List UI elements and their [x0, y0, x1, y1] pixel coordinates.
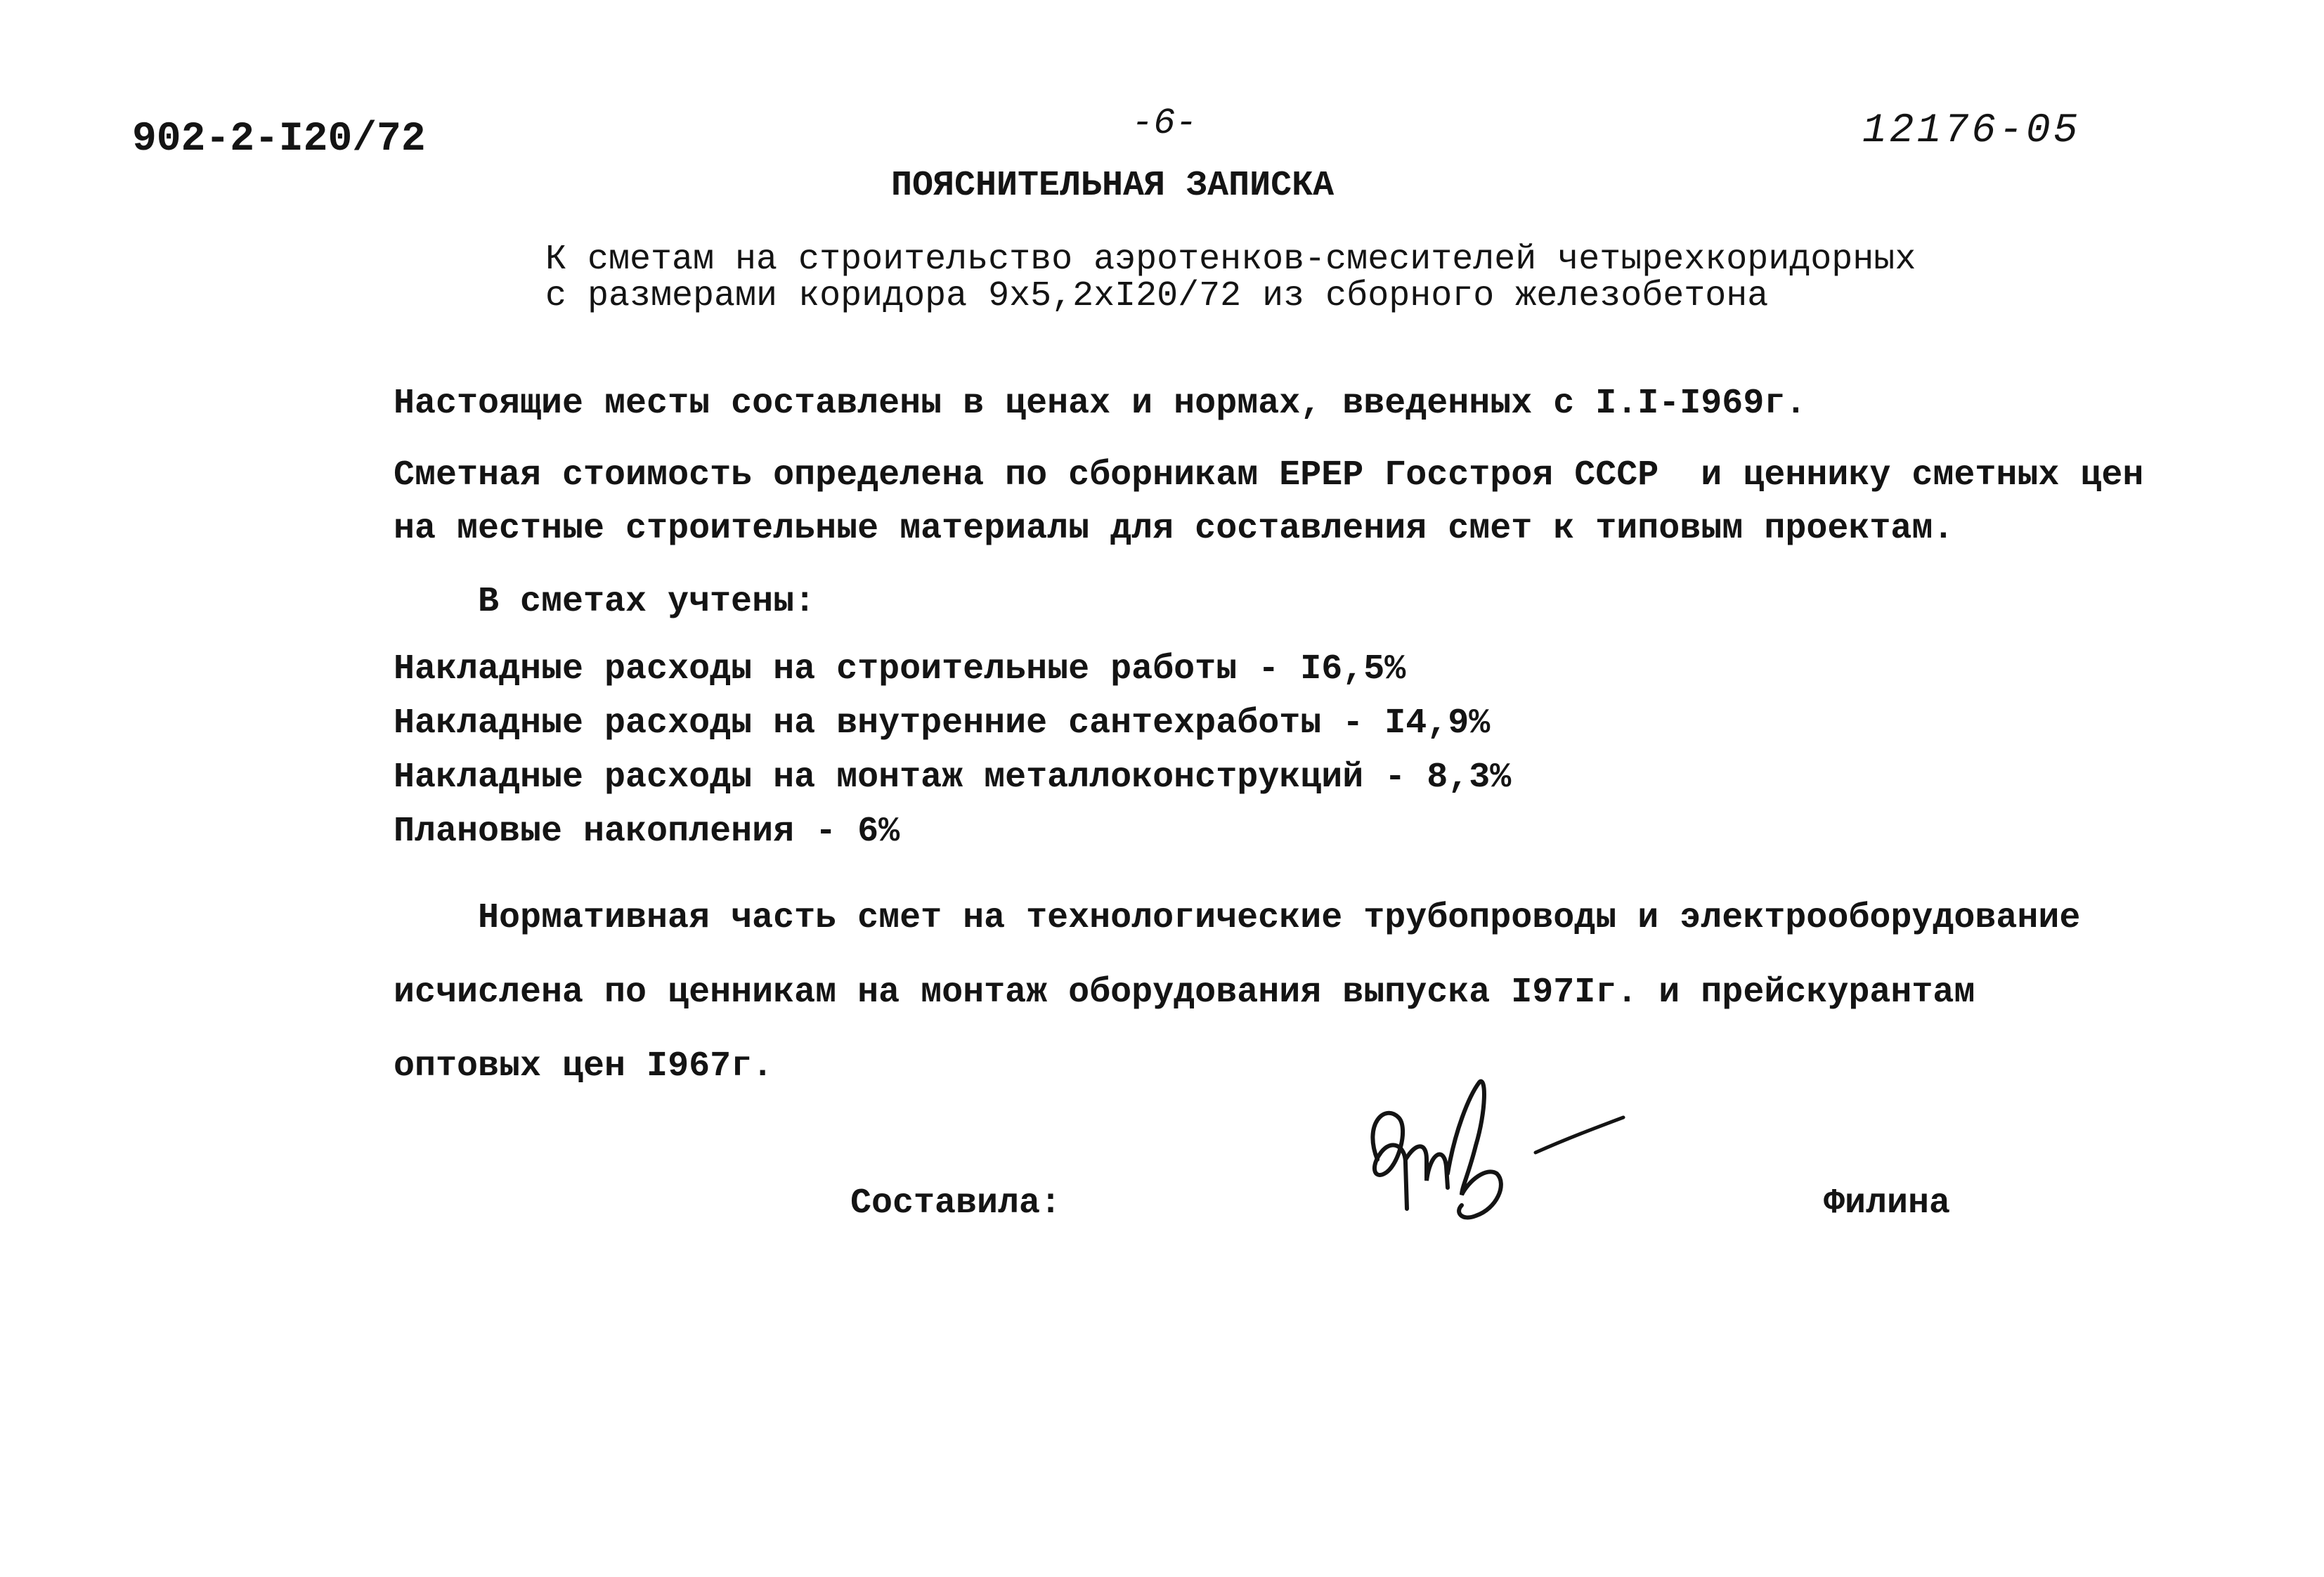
list-item-overhead-construction: Накладные расходы на строительные работы - I6,5% [394, 649, 1406, 689]
paragraph-normative-line-1: Нормативная часть смет на технологические трубопроводы и электрооборудование [478, 898, 2081, 938]
paragraph-cost-line-2: на местные строительные материалы для составления смет к типовым проектам. [394, 509, 1954, 549]
paragraph-normative-line-2: исчислена по ценникам на монтаж оборудования выпуска I97Iг. и прейскурантам [394, 973, 1975, 1013]
handwritten-number: 12176-05 [1862, 108, 2081, 154]
list-item-planned-savings: Плановые накопления - 6% [394, 812, 900, 852]
signer-name: Филина [1824, 1183, 1951, 1224]
list-item-overhead-plumbing: Накладные расходы на внутренние сантехработы - I4,9% [394, 703, 1491, 744]
handwritten-signature [1356, 1068, 1651, 1279]
paragraph-normative-line-3: оптовых цен I967г. [394, 1046, 774, 1086]
page-number: -6- [1131, 103, 1197, 144]
paragraph-cost-line-1: Сметная стоимость определена по сборникам ЕРЕР Госстроя СССР и ценнику сметных цен [394, 455, 2144, 495]
document-title: ПОЯСНИТЕЛЬНАЯ ЗАПИСКА [891, 166, 1335, 206]
signature-label: Составила: [850, 1183, 1062, 1224]
subtitle-line-2: с размерами коридора 9х5,2хI20/72 из сборного железобетона [545, 276, 1769, 316]
document-code: 902-2-I20/72 [132, 117, 426, 162]
paragraph-prices: Настоящие месты составлены в ценах и нормах, введенных с I.I-I969г. [394, 384, 1807, 424]
subtitle-line-1: К сметам на строительство аэротенков-смесителей четырехкоридорных [545, 240, 1916, 280]
list-item-overhead-metalwork: Накладные расходы на монтаж металлоконструкций - 8,3% [394, 758, 1512, 798]
paragraph-included: В сметах учтены: [478, 582, 816, 622]
